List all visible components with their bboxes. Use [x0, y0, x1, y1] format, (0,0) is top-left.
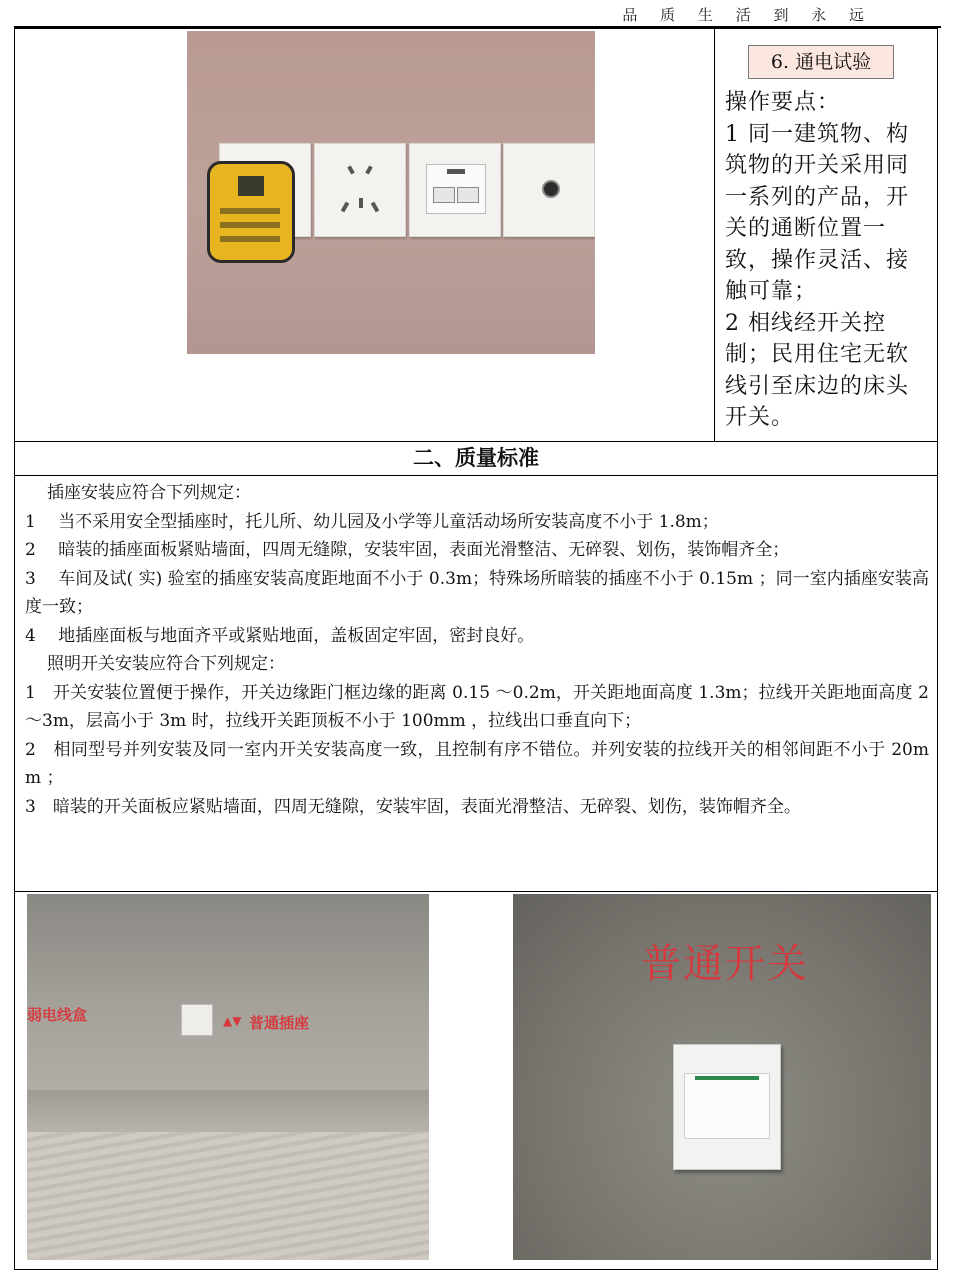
socket-item: 1 当不采用安全型插座时，托儿所、幼儿园及小学等儿童活动场所安装高度不小于 1.8m；: [25, 511, 719, 532]
socket-item: 2 暗装的插座面板紧贴墙面，四周无缝隙，安装牢固，表面光滑整洁、无碎裂、划伤，装饰帽齐全；: [25, 540, 790, 560]
outlet-plate-3: [409, 143, 501, 237]
switch-indicator: [695, 1076, 759, 1080]
switch-item: 1 开关安装位置便于操作，开关边缘距门框边缘的距离 0.15 ～0.2m，开关距地面高度 1.3m；拉线开关距地面高度 2 ～3m，层高小于 3m 时，拉线开关距顶板不小于 100mm ，拉线出口垂直向下；: [25, 682, 929, 731]
example-photos: [15, 891, 937, 1270]
operation-points: [725, 87, 927, 434]
weak-box-label: 弱电线盒: [27, 1006, 88, 1024]
quality-standard-text: [25, 479, 929, 821]
outlet-plate-4: [503, 143, 595, 237]
arrow-icon: ▲▼: [223, 1014, 242, 1028]
tv-port-icon: [542, 180, 560, 198]
wall-switch-photo: [513, 894, 931, 1260]
operation-point: 1 同一建筑物、构筑物的开关采用同一系列的产品，开关的通断位置一致，操作灵活、接触可靠；: [725, 121, 910, 304]
header-motto: 品 质 生 活 到 永 远: [622, 6, 873, 24]
switch-key: [684, 1073, 770, 1139]
power-test-section: [15, 29, 937, 442]
wall-outlets-photo: [187, 31, 595, 354]
mini-socket: [181, 1004, 213, 1036]
socket-label: 普通插座: [249, 1014, 310, 1032]
switch-label: 普通开关: [641, 941, 809, 987]
outlet-plate-2: [314, 143, 406, 237]
wall-socket-photo: [27, 894, 429, 1260]
document-frame: [14, 28, 938, 1270]
socket-intro: 插座安装应符合下列规定：: [47, 483, 251, 503]
section-title: 二、质量标准: [15, 441, 937, 476]
operation-points-cell: [715, 29, 937, 441]
switch-plate: [673, 1044, 781, 1170]
operation-points-heading: 操作要点：: [725, 90, 841, 115]
switch-item: 2 相同型号并列安装及同一室内开关安装高度一致，且控制有序不错位。并列安装的拉线开关的相邻间距不小于 20m m ；: [25, 739, 929, 788]
socket-item: 4 地插座面板与地面齐平或紧贴地面，盖板固定牢固，密封良好。: [25, 625, 535, 646]
switch-intro: 照明开关安装应符合下列规定：: [47, 654, 285, 674]
operation-point: 2 相线经开关控制；民用住宅无软线引至床边的床头开关。: [725, 310, 910, 430]
switch-item: 3 暗装的开关面板应紧贴墙面，四周无缝隙，安装牢固，表面光滑整洁、无碎裂、划伤，装饰帽齐全。: [25, 796, 801, 817]
step-tag: 6. 通电试验: [748, 45, 894, 79]
socket-tester: [207, 161, 295, 263]
socket-item: 3 车间及试( 实) 验室的插座安装高度距地面不小于 0.3m；特殊场所暗装的插座不小于 0.15m ；同一室内插座安装高度一致；: [25, 568, 929, 617]
network-port-icon: [426, 164, 486, 214]
power-test-photo-cell: [15, 29, 715, 441]
